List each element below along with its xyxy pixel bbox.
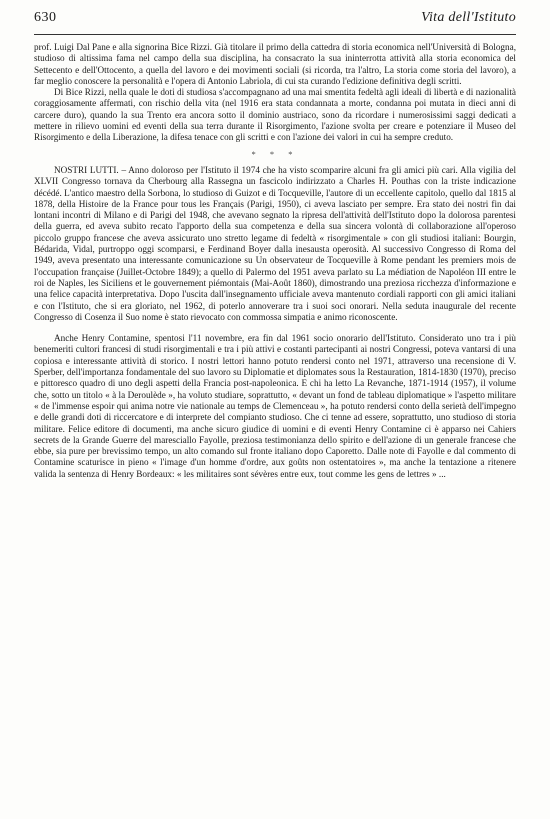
paragraph-bice-rizzi: Di Bice Rizzi, nella quale le doti di studiosa s'accompagnano ad una mai smentita fedeltà agli ideali di libertà e di nazionalità coraggiosamente affermati, con rischio della vita (nel 1916 era stata condannata a morte, condanna poi mutata in dieci anni di carcere duro), quando la sua Trento era ancora sotto il dominio austriaco, sono da ricordare i numerosissimi saggi dedicati a mettere in rilievo uomini ed eventi della sua terra durante il Risorgimento, l'azione svolta per creare e potenziare il Museo del Risorgimento e della Liberazione, la difesa tenace con gli scritti e con l'azione dei valori in cui ha sempre creduto. [34,87,516,143]
page-number: 630 [34,10,57,25]
header-rule [34,34,516,35]
article-body [34,42,516,480]
paragraph-nostri-lutti: NOSTRI LUTTI. – Anno doloroso per l'Istituto il 1974 che ha visto scomparire alcuni fra gli amici più cari. Alla vigilia del XLVII Congresso tornava da Cherbourg alla Rassegna un fascicolo indirizzato a Charles H. Pouthas con la triste indicazione décédé. L'antico maestro della Sorbona, lo studioso di Guizot e di Tocqueville, l'autore di un eccellente capitolo, quello dal 1815 al 1878, della Histoire de la France pour tous les Français (Parigi, 1950), ci aveva lasciato per sempre. Era stato dei nostri fin dai lontani incontri di Milano e di Parigi del 1948, che avevano segnato la ripresa dell'attività dell'Istituto dopo la dolorosa parentesi della guerra, ed aveva subito recato l'apporto della sua competenza e della sua sincera volontà di collaborazione all'operoso piccolo gruppo francese che aveva assicurato uno stretto legame di fedeltà « risorgimentale » con gli studiosi italiani: Bourgin, Bédarida, Vidal, purtroppo oggi scomparsi, e Ferdinand Boyer dalla inesausta operosità. Al successivo Congresso di Roma del 1949, aveva presentato una interessante comunicazione su Un observateur de Tocqueville à Rome pendant les premiers mois de l'occupation française (Juillet-Octobre 1849); a quello di Palermo del 1951 aveva parlato su La médiation de Napoléon III entre le roi de Naples, les Siciliens et le gouvernement piémontais (Mai-Août 1860), dimostrando una preziosa ricchezza d'informazione e una felice capacità interpretativa. Dopo l'uscita dall'insegnamento ufficiale aveva mantenuto cordiali rapporti con gli amici italiani e con l'Istituto, che si era gloriato, nel 1962, di poterlo annoverare tra i suoi soci onorari. Nella seduta inaugurale del recente Congresso di Cosenza il Suo nome è stato rievocato con commossa simpatia e animo riconoscente. [34,164,516,322]
section-separator: * * * [251,148,299,159]
page-header [34,10,516,36]
running-title: Vita dell'Istituto [421,10,516,25]
paragraph-dal-pane: prof. Luigi Dal Pane e alla signorina Bice Rizzi. Già titolare il primo della cattedra di storia economica nell'Università di Bologna, studioso di altissima fama nel campo della sua disciplina, ha consacrato la sua ininterrotta attività alla storia economica del Settecento e dell'Ottocento, a quella del lavoro e dei movimenti sociali (si ricorda, tra l'altro, La storia come storia del lavoro), a far meglio conoscere la personalità e l'opera di Antonio Labriola, di cui sta curando l'edizione definitiva degli scritti. [34,42,516,86]
paragraph-contamine: Anche Henry Contamine, spentosi l'11 novembre, era fin dal 1961 socio onorario dell'Istituto. Considerato uno tra i più benemeriti cultori francesi di studi risorgimentali e tra i più attivi e costanti partecipanti ai nostri Congressi, poteva vantarsi di una copiosa e interessante attività di storico. I nostri lettori hanno potuto rendersi conto nel 1971, attraverso una recensione di V. Sperber, dell'importanza fondamentale del suo lavoro su Diplomatie et diplomates sous la Restauration, 1814-1830 (1970), preciso e pittoresco quadro di uno degli aspetti della Francia post-napoleonica. E chi ha letto La Revanche, 1871-1914 (1957), il volume che, sotto un titolo « à la Deroulède », ha voluto studiare, soprattutto, « devant un fond de tableau diplomatique » l'aspetto militare « de l'immense espoir qui anima notre vie nationale au temps de Clemenceau », ha potuto rendersi conto della serietà dell'impegno e delle grandi doti di riccercatore e di interprete del compianto studioso. Che ci tenne ad essere, soprattutto, uno studioso di storia militare. Felice editore di documenti, ma anche sicuro giudice di uomini e di eventi Henry Contamine ci è apparso nei Cahiers secrets de la Grande Guerre del maresciallo Fayolle, preziosa testimonianza dello spirito e dell'azione di un generale francese che ebbe, sia pure per brevissimo tempo, un alto comando sul fronte italiano dopo Caporetto. Dalle note di Fayolle e dal commento di Contamine scaturisce in pieno « l'image d'un homme d'ordre, aux goûts non ostentatoires », ma anche la tentazione a ritenere valida la sentenza di Henry Bordeaux: « les militaires sont sévères entre eux, tout comme les gens de lettres » ... [34,333,516,479]
